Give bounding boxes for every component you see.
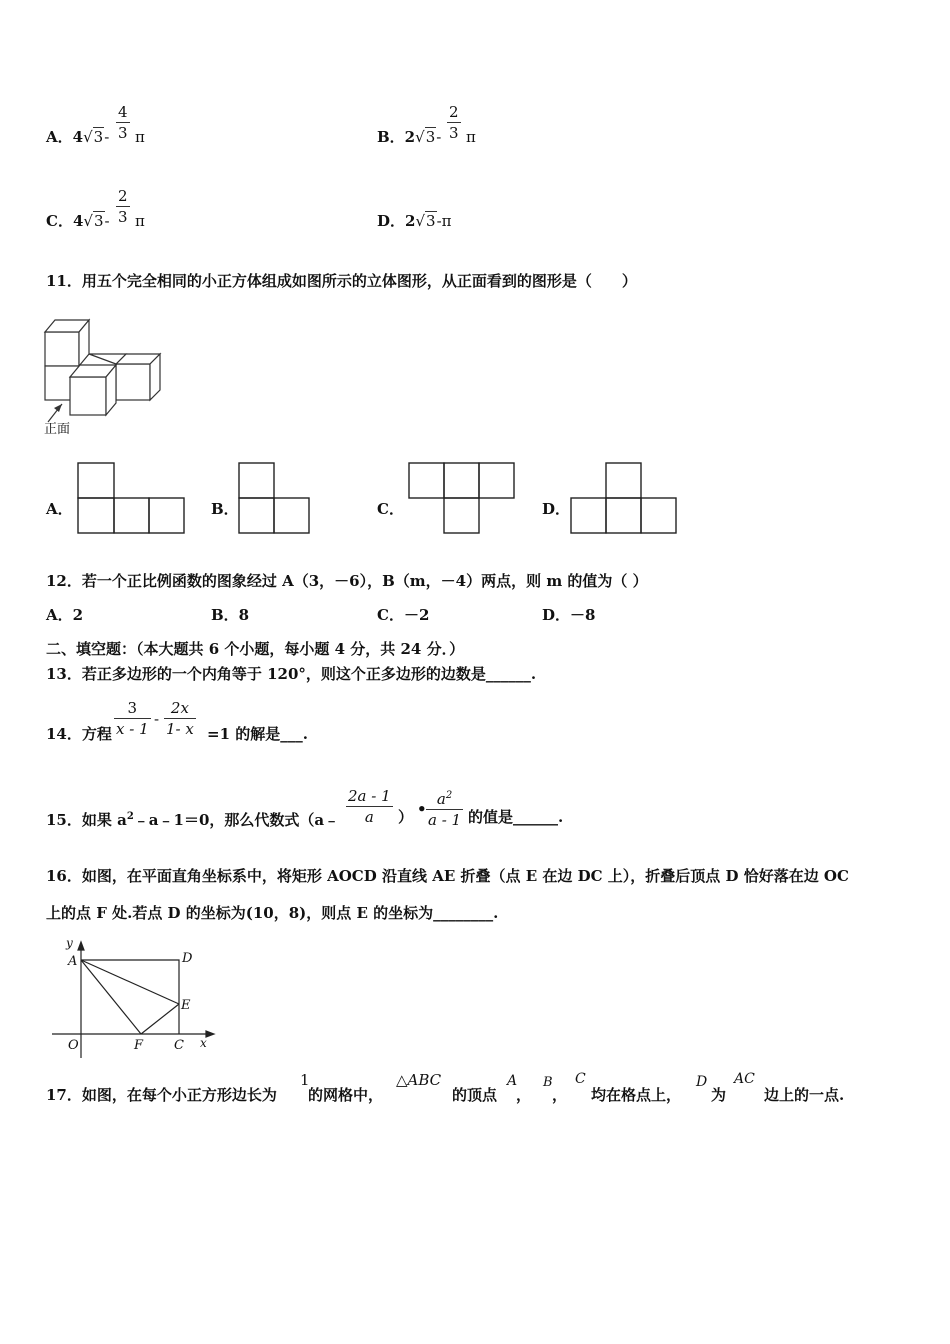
q16-label-o: O [68, 1038, 79, 1053]
q17-one: 1 [300, 1071, 310, 1089]
q12-opt-d: D．－8 [542, 606, 596, 624]
q11-opt-d-figure [571, 463, 681, 537]
q17-part-1: 17．如图，在每个小正方形边长为 [46, 1086, 277, 1104]
q15-dot: • [417, 800, 427, 818]
q17-part-4: 均在格点上， [591, 1086, 682, 1104]
q10-b-pi: π [466, 128, 476, 146]
sqrt-sign: √3 [83, 128, 104, 146]
q10-c-pi: π [135, 212, 145, 230]
q12-opt-a: A．2 [46, 606, 84, 624]
q10-a-pi: π [135, 128, 145, 146]
q10-c-label: C．4 [46, 212, 84, 230]
q10-a-label: A．4 [46, 128, 84, 146]
q16-label-f: F [134, 1038, 144, 1053]
q10-option-c: C．4√3- [46, 212, 110, 230]
q11-figure-caption: 正面 [44, 422, 71, 437]
q12-opt-b: B．8 [211, 606, 250, 624]
q14-fraction-1: $\frac{3}{x - 1}$ [116, 699, 149, 738]
q14-fraction-2: $\frac{2x}{1- x}$ [166, 699, 194, 738]
q10-option-d: D．2√3-π [377, 212, 452, 230]
q15-close-paren: ） [398, 808, 414, 826]
q17-comma-1: ， [516, 1086, 532, 1104]
q10-a-fraction: $\frac{4}{3}$ [118, 103, 128, 142]
q11-opt-c-figure [409, 463, 519, 537]
q17-point-d: D [696, 1074, 708, 1090]
q15-suffix: 的值是______. [468, 808, 564, 826]
q17-comma-2: ， [552, 1086, 568, 1104]
q13-stem: 13．若正多边形的一个内角等于 120°，则这个正多边形的边数是______. [46, 665, 537, 683]
q10-option-a: A．4√3- [46, 128, 110, 146]
q17-point-c: C [575, 1071, 586, 1087]
q17-segment-ac: AC [734, 1071, 755, 1087]
q11-opt-c-label: C． [377, 500, 404, 518]
q16-label-d: D [182, 951, 193, 966]
q17-part-5: 为 [711, 1086, 727, 1104]
q15-fraction-2: $\frac{a^2}{a - 1}$ [428, 790, 462, 829]
q14-minus: - [154, 710, 160, 728]
q17-part-2: 的网格中， [308, 1086, 384, 1104]
q12-stem: 12．若一个正比例函数的图象经过 A（3，－6），B（m，－4）两点，则 m 的值为（ ） [46, 572, 648, 590]
q11-opt-d-label: D． [542, 500, 571, 518]
q17-part-3: 的顶点 [452, 1086, 498, 1104]
q16-label-c: C [174, 1038, 184, 1053]
q16-line-2: 上的点 F 处.若点 D 的坐标为(10，8)，则点 E 的坐标为________. [46, 904, 499, 922]
section-heading: 二、填空题：（本大题共 6 个小题，每小题 4 分，共 24 分．） [46, 640, 465, 658]
q11-opt-a-label: A． [46, 500, 73, 518]
q12-opt-c: C．－2 [377, 606, 430, 624]
q16-label-e: E [181, 998, 191, 1013]
q17-point-b: B [543, 1075, 553, 1090]
q11-opt-a-figure [78, 463, 186, 537]
q15-prefix: 15．如果 $a^2﹣a﹣1=0$，那么代数式（a﹣ [46, 811, 340, 829]
q16-label-x: x [200, 1036, 207, 1050]
q10-b-fraction: $\frac{2}{3}$ [449, 103, 459, 142]
q11-opt-b-figure [239, 463, 313, 537]
q17-point-a: A [507, 1073, 518, 1089]
q11-stem: 11．用五个完全相同的小正方体组成如图所示的立体图形，从正面看到的图形是（ ） [46, 272, 637, 290]
sqrt-sign: √3 [415, 128, 436, 146]
q16-line-1: 16．如图，在平面直角坐标系中，将矩形 AOCD 沿直线 AE 折叠（点 E 在边 DC 上），折叠后顶点 D 恰好落在边 OC [46, 867, 849, 885]
q10-option-b: B．2√3- [377, 128, 442, 146]
q10-c-fraction: $\frac{2}{3}$ [118, 187, 128, 226]
q16-label-a: A [68, 954, 78, 969]
q11-opt-b-label: B． [211, 500, 239, 518]
q15-fraction-1: $\frac{2a - 1}{a}$ [348, 787, 391, 826]
sqrt-sign: √3 [415, 212, 436, 230]
sqrt-sign: √3 [83, 212, 104, 230]
q10-d-label: D．2 [377, 212, 416, 230]
q17-part-6: 边上的一点. [764, 1086, 845, 1104]
q14-prefix: 14．方程 [46, 725, 112, 743]
q16-label-y: y [66, 936, 73, 950]
q17-triangle: △ABC [396, 1071, 442, 1089]
q10-b-label: B．2 [377, 128, 416, 146]
q14-suffix: =1 的解是___. [207, 725, 308, 743]
